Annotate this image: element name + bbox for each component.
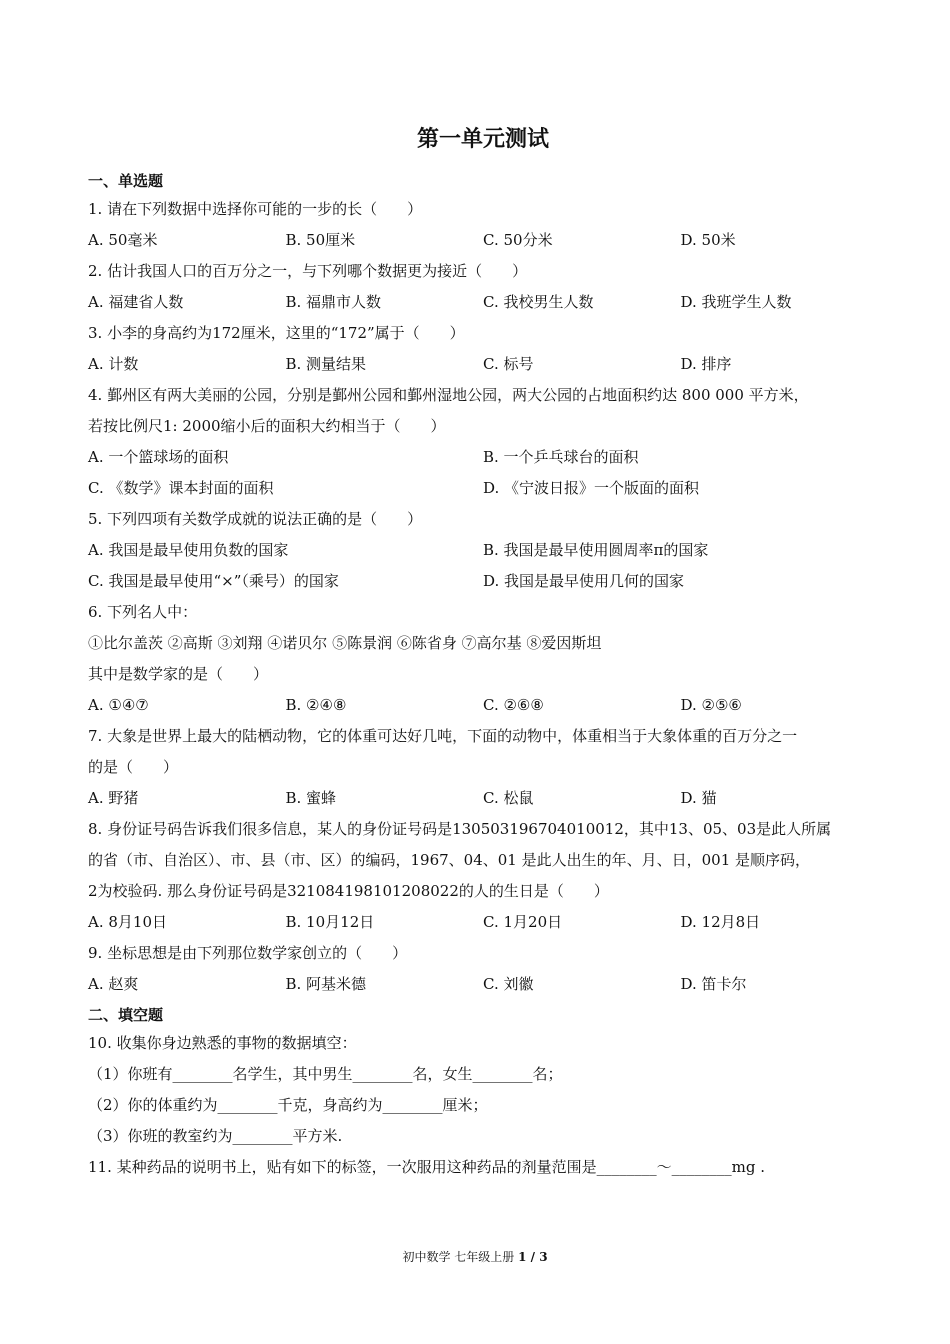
option-a: A. 我国是最早使用负数的国家 [88,541,289,559]
question-6-ask: 其中是数学家的是（ ） [88,665,269,683]
option-a: A. 计数 [88,355,139,373]
option-c: C. 我校男生人数 [483,293,594,311]
question-10-stem: 10. 收集你身边熟悉的事物的数据填空： [88,1034,357,1052]
question-8-stem-cont: 的省（市、自治区）、市、县（市、区）的编码，1967、04、01 是此人出生的年、月、日，001 是顺序码， [88,851,811,869]
question-4-stem-cont: 若按比例尺1: 2000缩小后的面积大约相当于（ ） [88,417,446,435]
option-d: D. 猫 [680,789,717,807]
question-7-stem-cont: 的是（ ） [88,758,179,776]
option-b: B. 福鼎市人数 [285,293,382,311]
page-footer [0,1248,950,1265]
question-5-options-row2 [88,566,878,597]
option-a: A. 一个篮球场的面积 [88,448,229,466]
section-heading-single-choice: 一、单选题 [88,172,164,190]
option-b: B. 蜜蜂 [285,789,337,807]
option-a: A. 赵爽 [88,975,139,993]
option-d: D. ②⑤⑥ [680,696,742,714]
option-c: C. ②⑥⑧ [483,696,544,714]
question-5-options-row1 [88,535,878,566]
page-title: 第一单元测试 [416,126,549,152]
question-4-options-row2 [88,473,878,504]
question-6-list: ①比尔盖茨 ②高斯 ③刘翔 ④诺贝尔 ⑤陈景润 ⑥陈省身 ⑦高尔基 ⑧爱因斯坦 [88,634,602,652]
option-d: D. 50米 [680,231,736,249]
question-5-stem: 5. 下列四项有关数学成就的说法正确的是（ ） [88,510,423,528]
option-d: D. 我国是最早使用几何的国家 [483,572,685,590]
option-d: D. 笛卡尔 [680,975,747,993]
question-9-options [88,969,878,1000]
question-8-options [88,907,878,938]
question-2-stem: 2. 估计我国人口的百万分之一，与下列哪个数据更为接近（ ） [88,262,528,280]
question-3-options [88,349,878,380]
question-4-options-row1 [88,442,878,473]
question-10-part-1: （1）你班有________名学生，其中男生________名，女生________名； [88,1065,563,1083]
question-1-options [88,225,878,256]
option-a: A. 福建省人数 [88,293,184,311]
option-c: C. 我国是最早使用“×”（乘号）的国家 [88,572,339,590]
question-6-options [88,690,878,721]
question-4-stem: 4. 鄞州区有两大美丽的公园，分别是鄞州公园和鄞州湿地公园，两大公园的占地面积约达 800 000 平方米， [88,386,809,404]
question-8-stem: 8. 身份证号码告诉我们很多信息，某人的身份证号码是130503196704010012，其中13、05、03是此人所属 [88,820,832,838]
option-b: B. 测量结果 [285,355,367,373]
option-c: C. 松鼠 [483,789,534,807]
option-b: B. 10月12日 [285,913,375,931]
option-a: A. 8月10日 [88,913,167,931]
question-7-stem: 7. 大象是世界上最大的陆栖动物，它的体重可达好几吨，下面的动物中，体重相当于大象体重的百万分之一 [88,727,798,745]
option-d: D. 我班学生人数 [680,293,792,311]
question-3-stem: 3. 小李的身高约为172厘米，这里的“172”属于（ ） [88,324,465,342]
question-6-stem: 6. 下列名人中： [88,603,198,621]
option-d: D. 12月8日 [680,913,761,931]
option-c: C. 刘徽 [483,975,534,993]
question-10-part-3: （3）你班的教室约为________平方米. [88,1127,343,1145]
question-10-part-2: （2）你的体重约为________千克，身高约为________厘米； [88,1096,488,1114]
document-page [88,124,878,1183]
option-c: C. 1月20日 [483,913,563,931]
question-7-options [88,783,878,814]
option-c: C. 《数学》课本封面的面积 [88,479,274,497]
question-8-stem-cont2: 2为校验码. 那么身份证号码是321084198101208022的人的生日是（ ） [88,882,609,900]
option-c: C. 50分米 [483,231,553,249]
question-2-options [88,287,878,318]
option-d: D. 排序 [680,355,732,373]
option-a: A. ①④⑦ [88,696,149,714]
section-heading-fill-in: 二、填空题 [88,1006,164,1024]
question-11-stem: 11. 某种药品的说明书上，贴有如下的标签，一次服用这种药品的剂量范围是________～________mg . [88,1158,765,1176]
page-number: 1 / 3 [518,1250,548,1264]
option-b: B. 50厘米 [285,231,356,249]
footer-text: 初中数学 七年级上册 [402,1250,515,1264]
question-1-stem: 1. 请在下列数据中选择你可能的一步的长（ ） [88,200,423,218]
option-b: B. 阿基米德 [285,975,367,993]
option-b: B. 我国是最早使用圆周率π的国家 [483,541,709,559]
option-a: A. 50毫米 [88,231,158,249]
question-9-stem: 9. 坐标思想是由下列那位数学家创立的（ ） [88,944,408,962]
option-b: B. 一个乒乓球台的面积 [483,448,639,466]
option-c: C. 标号 [483,355,534,373]
option-a: A. 野猪 [88,789,139,807]
option-d: D. 《宁波日报》一个版面的面积 [483,479,700,497]
option-b: B. ②④⑧ [285,696,347,714]
